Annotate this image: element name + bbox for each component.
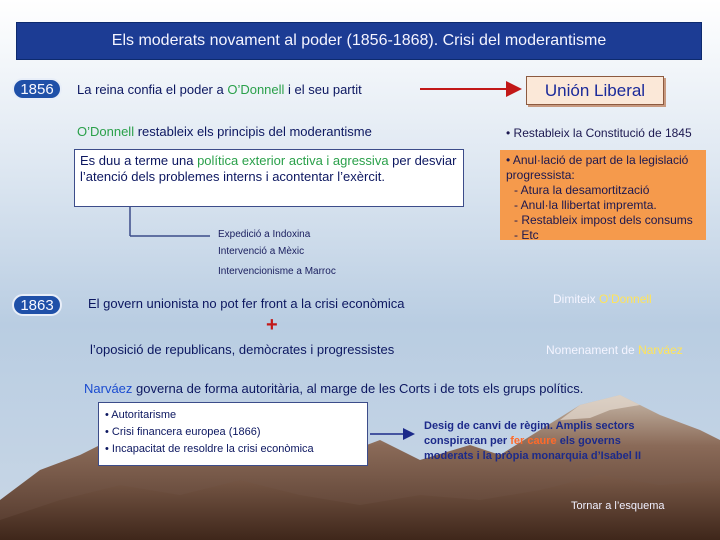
tornar-esquema-link[interactable]: Tornar a l’esquema bbox=[571, 500, 665, 512]
restableix-constitucio bbox=[506, 126, 692, 140]
desig-highlight: fer caure bbox=[510, 435, 557, 447]
union-liberal-box bbox=[526, 76, 664, 105]
narvaez-governa-text: governa de forma autoritària, al marge de les Corts i de tots els grups polítics. bbox=[132, 381, 584, 396]
year-1863-label: 1863 bbox=[20, 296, 54, 314]
crisi-economica-line: El govern unionista no pot fer front a la crisi econòmica bbox=[88, 296, 405, 311]
desig-canvi-text bbox=[424, 419, 641, 464]
odonnell-restableix-text: restableix els principis del moderantisme bbox=[134, 124, 372, 139]
box1-text-end: per desviar l’atenció dels problemes interns i acontentar l’exèrcit. bbox=[80, 153, 457, 184]
causes-item: • Crisi financera europea (1866) bbox=[105, 426, 261, 438]
dimiteix-text: Dimiteix bbox=[553, 292, 600, 306]
politica-exterior-box bbox=[74, 149, 464, 207]
intervencio-mexic: Intervenció a Mèxic bbox=[218, 246, 305, 257]
box1-highlight: política exterior activa i agressiva bbox=[197, 153, 389, 168]
expedicio-indoxina: Expedició a Indoxina bbox=[218, 229, 311, 240]
desig-line2-post: els governs bbox=[556, 435, 621, 447]
legislacio-orange-box bbox=[500, 150, 706, 240]
year-1856-label: 1856 bbox=[20, 80, 54, 98]
causes-item: • Incapacitat de resoldre la crisi econòmica bbox=[105, 443, 314, 455]
dimiteix-odonnell bbox=[553, 292, 652, 306]
orange-box-header: • Anul·lació de part de la legislació progressista: bbox=[506, 153, 689, 182]
desig-line2-pre: conspiraran per bbox=[424, 435, 511, 447]
causes-item: • Autoritarisme bbox=[105, 409, 177, 421]
desig-line1: Desig de canvi de règim. Amplis sectors bbox=[424, 420, 635, 432]
box1-text: Es duu a terme una bbox=[80, 153, 198, 168]
page-title-text: Els moderats novament al poder (1856-1868). Crisi del moderantisme bbox=[111, 32, 607, 49]
causes-box bbox=[98, 402, 368, 466]
reina-text: La reina confia el poder a bbox=[77, 82, 228, 97]
intervencionisme-marroc: Intervencionisme a Marroc bbox=[218, 266, 336, 277]
nomenament-text: Nomenament de bbox=[546, 343, 639, 357]
desig-line2 bbox=[424, 434, 641, 449]
reina-text-end: i el seu partit bbox=[284, 82, 362, 97]
desig-line3: moderats i la pròpia monarquia d’Isabel II bbox=[424, 450, 641, 462]
restableix-text: • Restableix la Constitució de 1845 bbox=[506, 126, 692, 140]
orange-box-item: - Anul·la llibertat impremta. bbox=[514, 198, 657, 212]
reina-odonnell-name: O’Donnell bbox=[227, 82, 285, 97]
year-badge-1863 bbox=[12, 294, 62, 316]
plus-sign: + bbox=[266, 314, 278, 336]
union-liberal-label: Unión Liberal bbox=[544, 80, 646, 100]
dimiteix-name: O’Donnell bbox=[599, 292, 652, 306]
nomenament-name: Narváez bbox=[638, 343, 683, 357]
orange-box-item: - Restableix impost dels consums bbox=[514, 213, 693, 227]
narvaez-governa-line bbox=[84, 381, 583, 396]
nomenament-narvaez bbox=[546, 343, 683, 357]
orange-box-item: - Etc bbox=[514, 228, 539, 242]
orange-box-item: - Atura la desamortització bbox=[514, 183, 650, 197]
odonnell-restableix bbox=[77, 124, 372, 139]
odonnell-name: O’Donnell bbox=[77, 124, 135, 139]
oposicio-line: l’oposició de republicans, demòcrates i progressistes bbox=[90, 342, 395, 357]
narvaez-name: Narváez bbox=[84, 381, 133, 396]
